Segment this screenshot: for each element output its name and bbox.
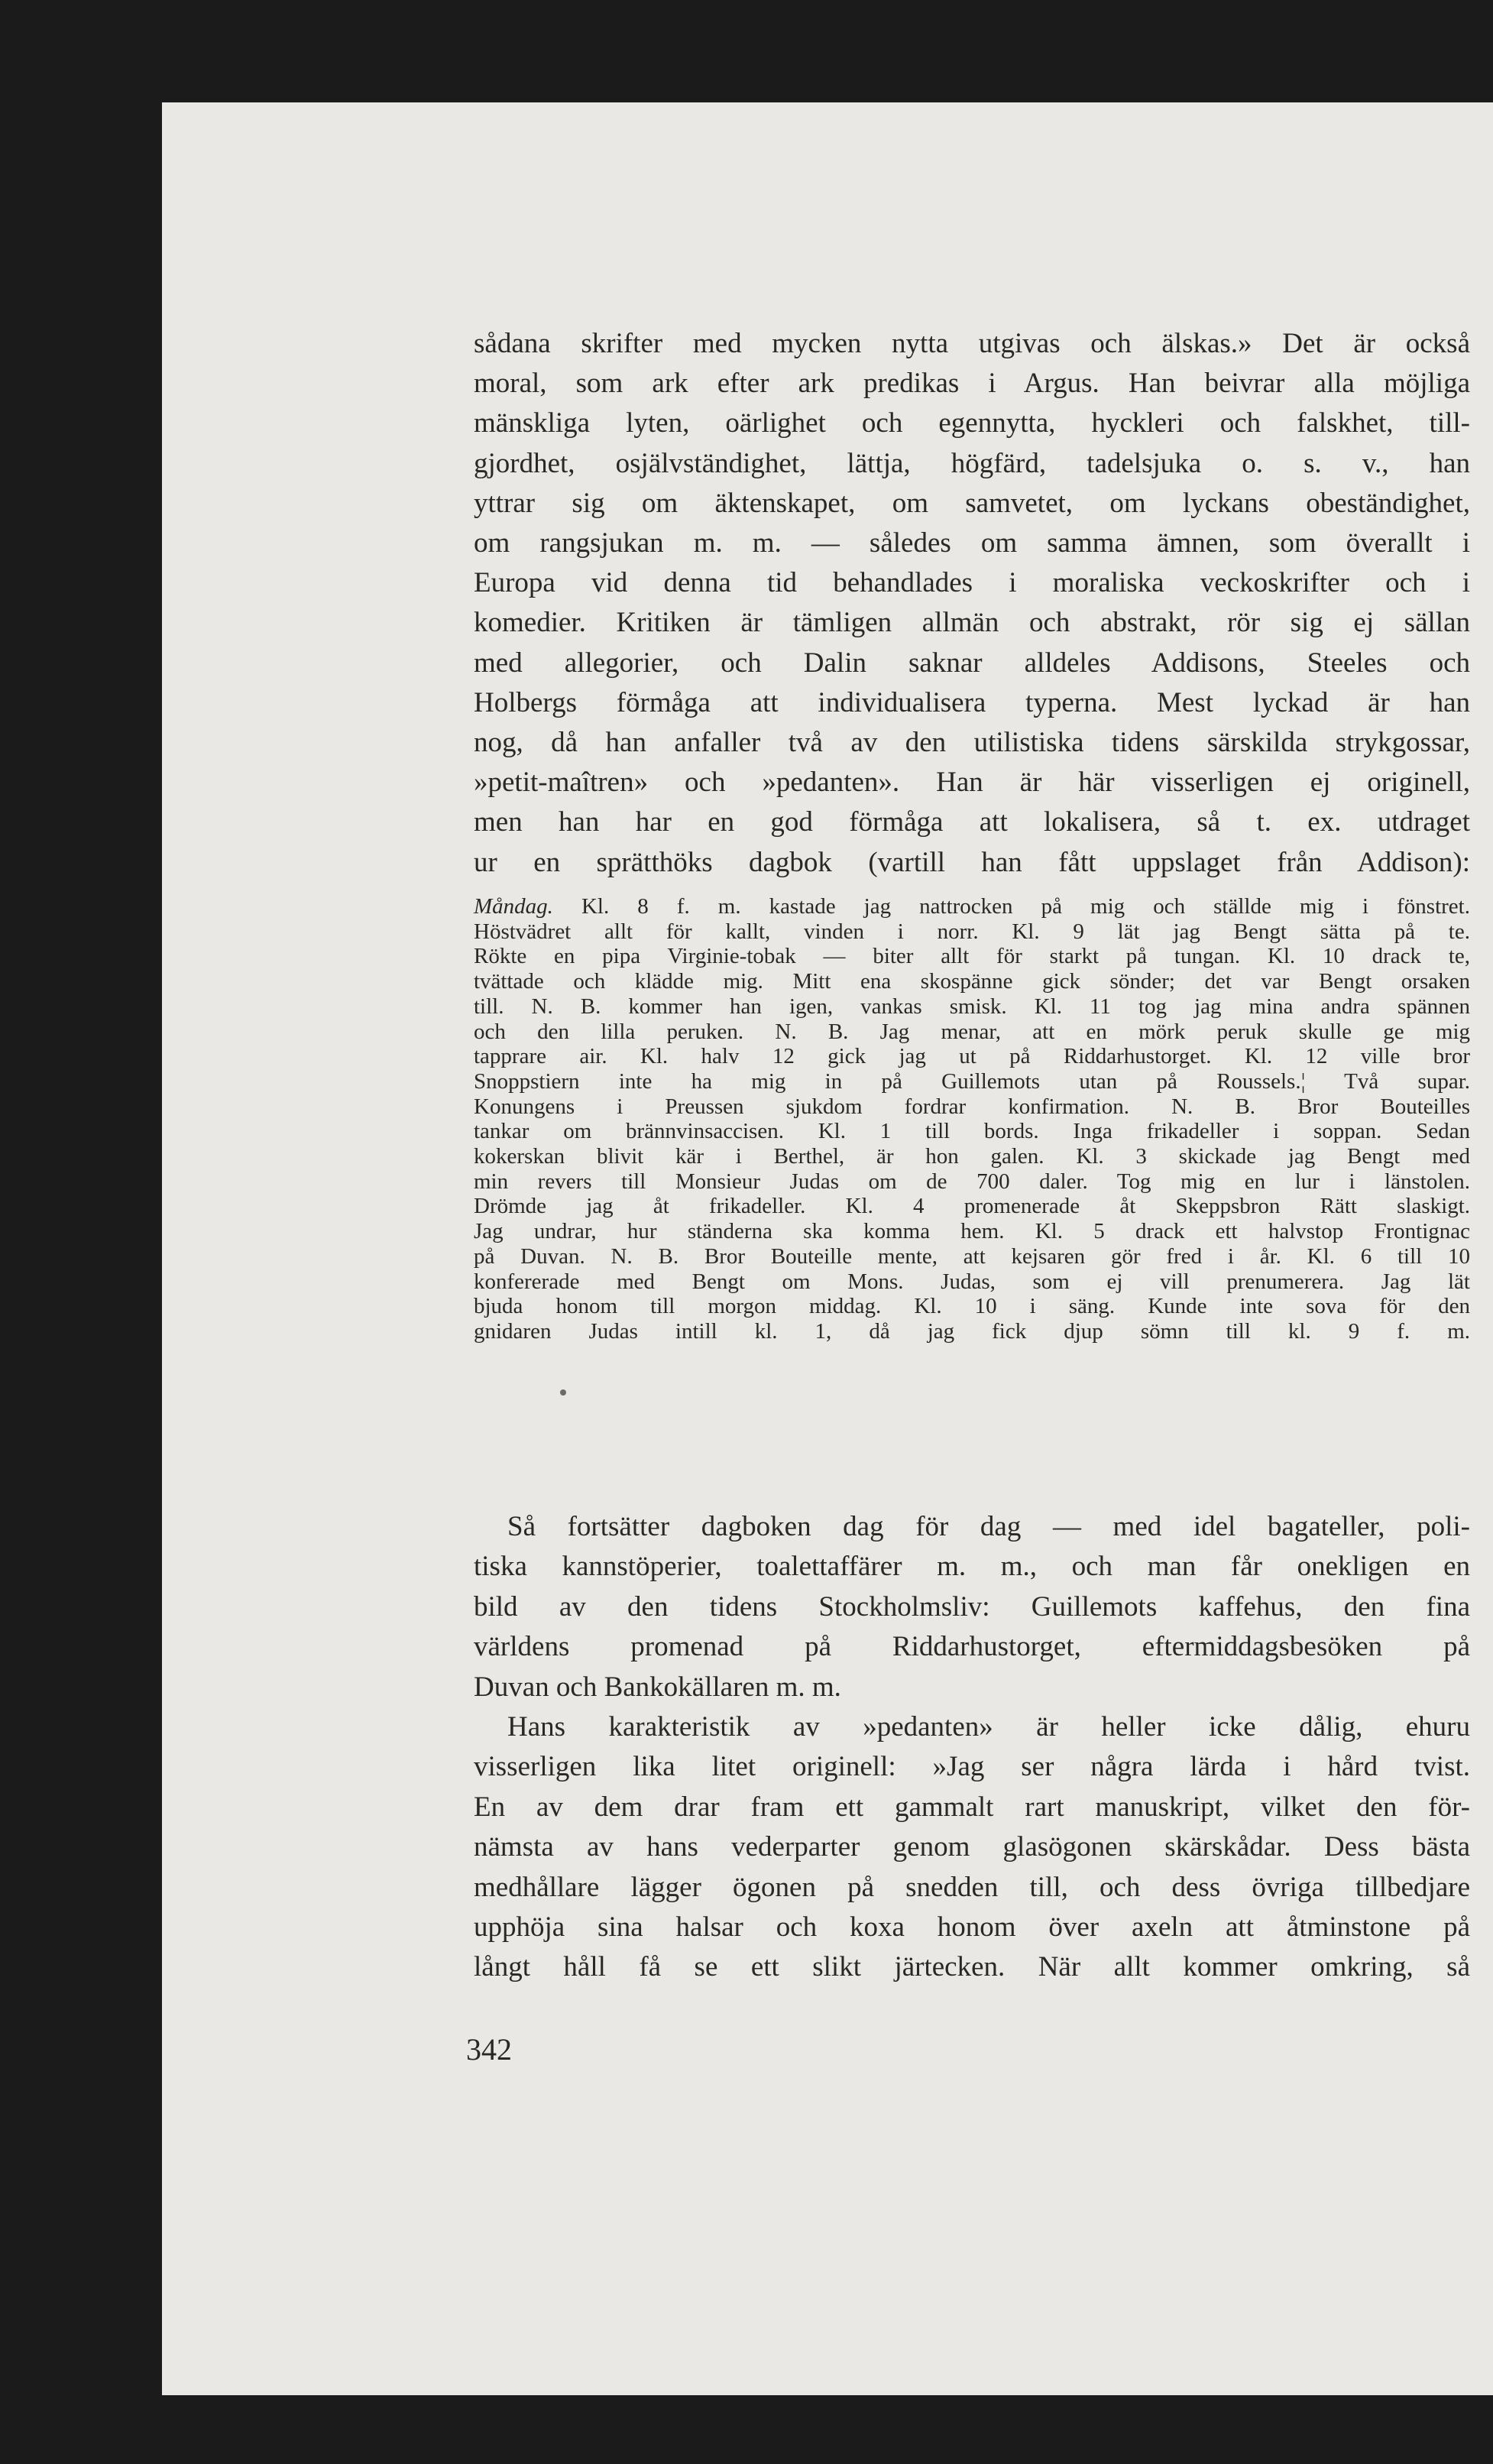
text-line: tiska kannstöperier, toalettaffärer m. m., och man får onekligen en — [474, 1551, 1470, 1583]
text-line: världens promenad på Riddarhustorget, eftermiddagsbesöken på — [474, 1631, 1470, 1663]
text-line: sådana skrifter med mycken nytta utgivas och älskas.» Det är också — [474, 328, 1470, 359]
diary-line: Drömde jag åt frikadeller. Kl. 4 promenerade åt Skeppsbron Rätt slaskigt. — [474, 1194, 1470, 1219]
diary-line: tankar om brännvinsaccisen. Kl. 1 till bords. Inga frikadeller i soppan. Sedan — [474, 1119, 1470, 1144]
diary-first-line-text: Kl. 8 f. m. kastade jag nattrocken på mig och ställde mig i fönstret. — [552, 894, 1470, 919]
diary-line: på Duvan. N. B. Bror Bouteille mente, att kejsaren gör fred i år. Kl. 6 till 10 — [474, 1243, 1470, 1269]
diary-line: bjuda honom till morgon middag. Kl. 10 i säng. Kunde inte sova för den — [474, 1294, 1470, 1319]
diary-line: Snoppstiern inte ha mig in på Guillemots utan på Roussels.¦ Två supar. — [474, 1068, 1470, 1094]
text-line: yttrar sig om äktenskapet, om samvetet, om lyckans obeständighet, — [474, 487, 1470, 519]
text-line: moral, som ark efter ark predikas i Argus. Han beivrar alla möjliga — [474, 368, 1470, 400]
diary-line: Konungens i Preussen sjukdom fordrar konfirmation. N. B. Bror Bouteilles — [474, 1094, 1470, 1119]
diary-lead-word: Måndag. — [474, 894, 553, 919]
text-line: upphöja sina halsar och koxa honom över axeln att åtminstone på — [474, 1911, 1470, 1944]
body-text-top — [474, 324, 1470, 883]
text-line: långt håll få se ett slikt järtecken. När allt kommer omkring, så — [474, 1951, 1470, 1983]
text-line: gjordhet, osjälvständighet, lättja, högfärd, tadelsjuka o. s. v., han — [474, 447, 1470, 479]
text-line: nog, då han anfaller två av den utilistiska tidens särskilda strykgossar, — [474, 727, 1470, 759]
text-line: Holbergs förmåga att individualisera typerna. Mest lyckad är han — [474, 686, 1470, 718]
text-line: bild av den tidens Stockholmsliv: Guillemots kaffehus, den fina — [474, 1590, 1470, 1623]
text-line: medhållare lägger ögonen på snedden till, och dess övriga tillbedjare — [474, 1871, 1470, 1903]
diary-line: min revers till Monsieur Judas om de 700 daler. Tog mig en lur i länstolen. — [474, 1169, 1470, 1194]
diary-line: Jag undrar, hur ständerna ska komma hem. Kl. 5 drack ett halvstop Frontignac — [474, 1219, 1470, 1244]
page-number: 342 — [466, 2032, 512, 2067]
diary-line: tapprare air. Kl. halv 12 gick jag ut på Riddarhustorget. Kl. 12 ville bror — [474, 1044, 1470, 1069]
margin-dot — [560, 1389, 566, 1396]
text-line: men han har en god förmåga att lokalisera, så t. ex. utdraget — [474, 806, 1470, 838]
text-line: med allegorier, och Dalin saknar alldeles Addisons, Steeles och — [474, 647, 1470, 679]
text-line: Europa vid denna tid behandlades i moraliska veckoskrifter och i — [474, 567, 1470, 599]
text-line: visserligen lika litet originell: »Jag ser några lärda i hård tvist. — [474, 1751, 1470, 1783]
text-line: Så fortsätter dagboken dag för dag — med idel bagateller, poli- — [507, 1511, 1470, 1542]
diary-line: Höstvädret allt för kallt, vinden i norr. Kl. 9 lät jag Bengt sätta på te. — [474, 919, 1470, 944]
diary-line: konfererade med Bengt om Mons. Judas, som ej vill prenumerera. Jag lät — [474, 1269, 1470, 1294]
diary-line: tvättade och klädde mig. Mitt ena skospänne gick sönder; det var Bengt orsaken — [474, 969, 1470, 994]
text-line: mänskliga lyten, oärlighet och egennytta, hyckleri och falskhet, till- — [474, 407, 1470, 439]
text-line: om rangsjukan m. m. — således om samma ämnen, som överallt i — [474, 527, 1470, 559]
diary-line: och den lilla peruken. N. B. Jag menar, att en mörk peruk skulle ge mig — [474, 1019, 1470, 1044]
body-text-bottom — [474, 1507, 1470, 1988]
text-line: »petit-maîtren» och »pedanten». Han är här visserligen ej originell, — [474, 767, 1470, 799]
text-line: nämsta av hans vederparter genom glasögonen skärskådar. Dess bästa — [474, 1831, 1470, 1863]
text-line: Hans karakteristik av »pedanten» är heller icke dålig, ehuru — [507, 1711, 1470, 1743]
text-line: komedier. Kritiken är tämligen allmän och abstrakt, rör sig ej sällan — [474, 607, 1470, 639]
diary-line: till. N. B. kommer han igen, vankas smisk. Kl. 11 tog jag mina andra spännen — [474, 994, 1470, 1019]
text-line: ur en sprätthöks dagbok (vartill han fått uppslaget från Addison): — [474, 846, 1470, 878]
diary-line: gnidaren Judas intill kl. 1, då jag fick djup sömn till kl. 9 f. m. — [474, 1318, 1470, 1344]
diary-line — [474, 894, 1470, 919]
text-line: Duvan och Bankokällaren m. m. — [474, 1671, 841, 1703]
diary-line: Rökte en pipa Virginie-tobak — biter allt för starkt på tungan. Kl. 10 drack te, — [474, 944, 1470, 969]
text-line: En av dem drar fram ett gammalt rart manuskript, vilket den för- — [474, 1791, 1470, 1823]
diary-quotation — [474, 894, 1470, 1344]
diary-line: kokerskan blivit kär i Berthel, är hon galen. Kl. 3 skickade jag Bengt med — [474, 1144, 1470, 1169]
